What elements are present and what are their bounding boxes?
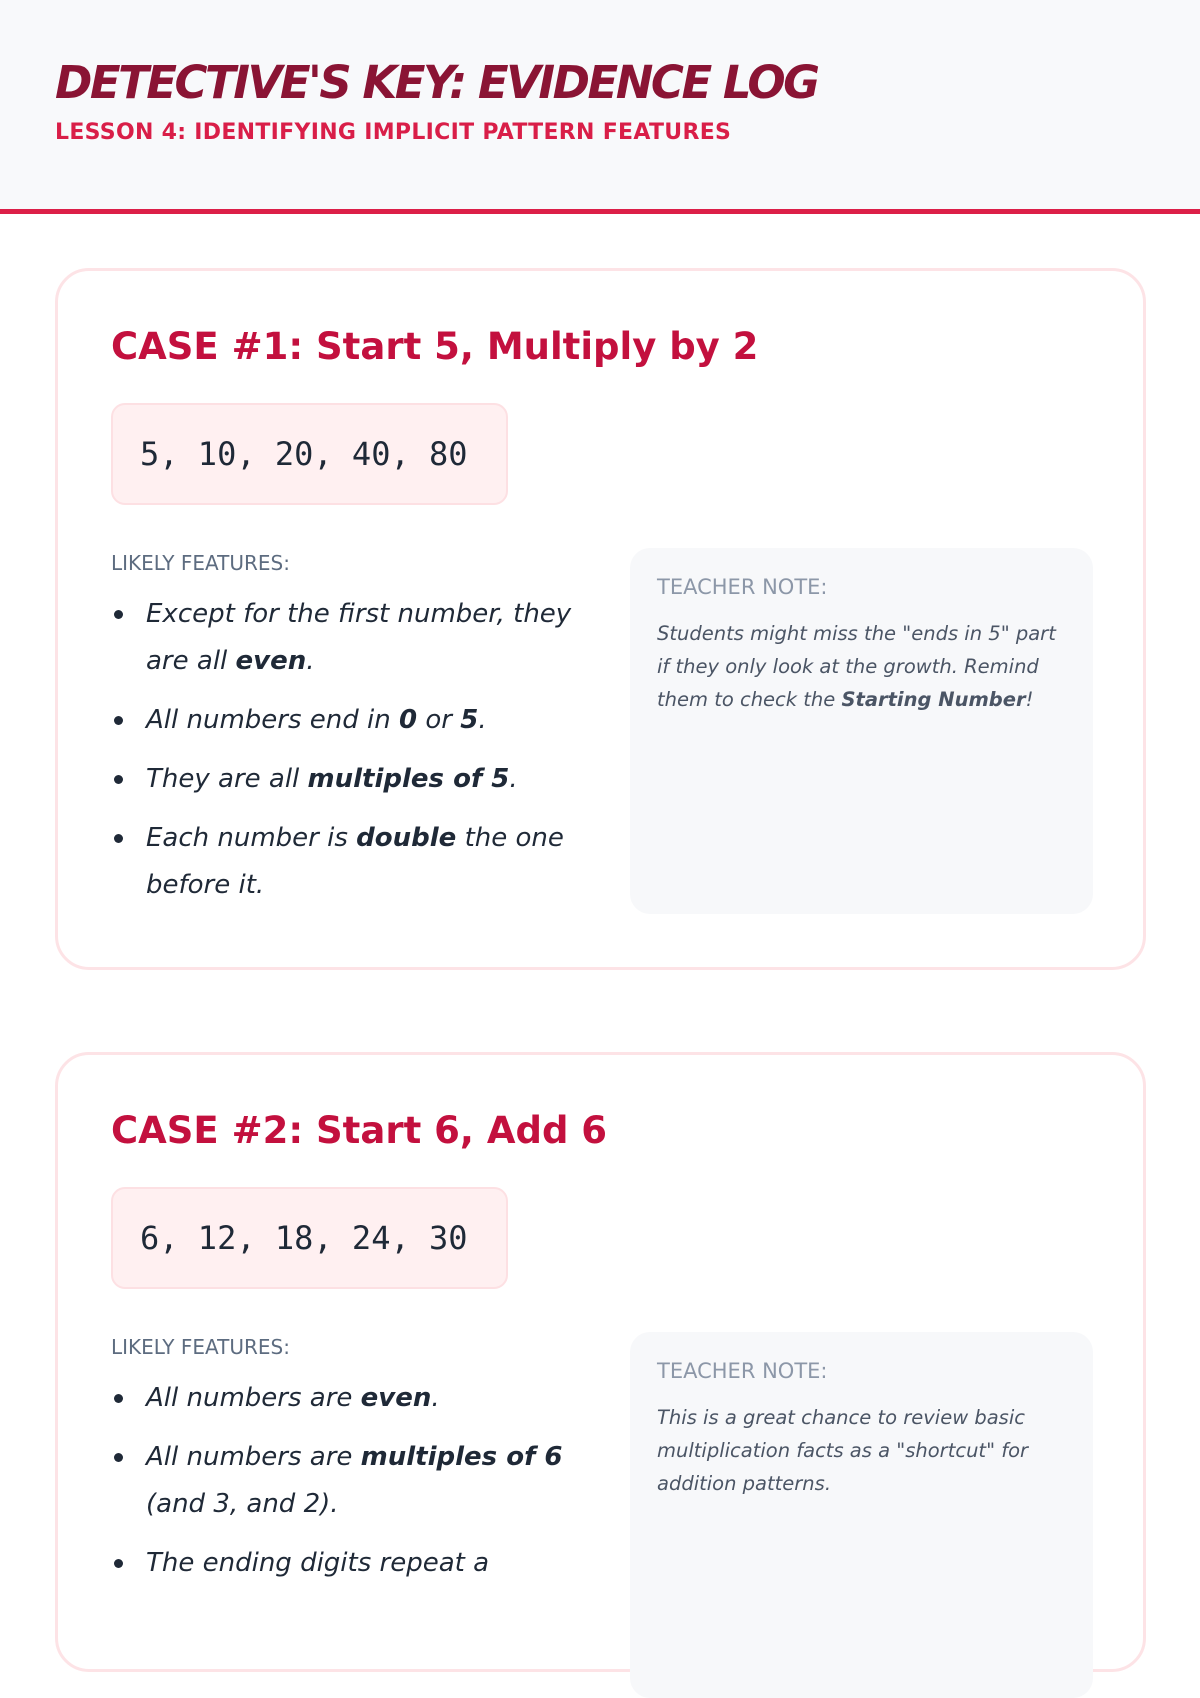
feature-item bbox=[111, 591, 581, 685]
bullet-icon bbox=[114, 1559, 123, 1568]
bullet-icon bbox=[114, 716, 123, 725]
text-run: (and 3, and 2). bbox=[146, 1489, 339, 1519]
emphasis-text: Starting Number bbox=[841, 688, 1026, 711]
text-run: All numbers are bbox=[146, 1383, 361, 1413]
feature-item bbox=[111, 815, 581, 909]
case-card-1 bbox=[55, 268, 1146, 970]
number-sequence: 6, 12, 18, 24, 30 bbox=[111, 1187, 508, 1289]
text-run: All numbers end in bbox=[146, 705, 399, 735]
bullet-icon bbox=[114, 1453, 123, 1462]
teacher-note-text bbox=[657, 1401, 1066, 1500]
text-run: . bbox=[478, 705, 487, 735]
bullet-icon bbox=[114, 610, 123, 619]
features-list bbox=[111, 1375, 581, 1599]
bullet-icon bbox=[114, 1394, 123, 1403]
feature-item bbox=[111, 1434, 581, 1528]
text-run: or bbox=[417, 705, 461, 735]
case-card-2 bbox=[55, 1052, 1146, 1672]
text-run: . bbox=[509, 764, 518, 794]
text-run: Each number is bbox=[146, 823, 357, 853]
text-run: They are all bbox=[146, 764, 308, 794]
teacher-note bbox=[630, 548, 1093, 914]
teacher-note-label: TEACHER NOTE: bbox=[657, 575, 828, 599]
features-list bbox=[111, 591, 581, 921]
emphasis-text: even bbox=[235, 646, 307, 676]
text-run: All numbers are bbox=[146, 1442, 361, 1472]
emphasis-text: 5 bbox=[460, 705, 479, 735]
text-run: ! bbox=[1025, 688, 1034, 711]
case-title: CASE #2: Start 6, Add 6 bbox=[111, 1109, 608, 1152]
feature-item bbox=[111, 697, 581, 744]
text-run: This is a great chance to review basic multiplication facts as a "shortcut" for addition patterns. bbox=[657, 1406, 1029, 1495]
lesson-subtitle: LESSON 4: IDENTIFYING IMPLICIT PATTERN FEATURES bbox=[55, 120, 732, 145]
teacher-note bbox=[630, 1332, 1093, 1698]
text-run: the one before it. bbox=[146, 823, 564, 900]
emphasis-text: double bbox=[356, 823, 457, 853]
emphasis-text: 0 bbox=[399, 705, 418, 735]
number-sequence: 5, 10, 20, 40, 80 bbox=[111, 403, 508, 505]
case-title: CASE #1: Start 5, Multiply by 2 bbox=[111, 325, 759, 368]
page-header bbox=[0, 0, 1200, 214]
feature-item bbox=[111, 1375, 581, 1422]
teacher-note-label: TEACHER NOTE: bbox=[657, 1359, 828, 1383]
emphasis-text: even bbox=[360, 1383, 432, 1413]
features-label: LIKELY FEATURES: bbox=[111, 1335, 290, 1359]
text-run: . bbox=[431, 1383, 440, 1413]
teacher-note-text bbox=[657, 617, 1066, 716]
text-run: The ending digits repeat a bbox=[146, 1548, 490, 1578]
feature-item bbox=[111, 1540, 581, 1587]
page-title: DETECTIVE'S KEY: EVIDENCE LOG bbox=[55, 56, 818, 109]
bullet-icon bbox=[114, 775, 123, 784]
bullet-icon bbox=[114, 834, 123, 843]
text-run: Students might miss the "ends in 5" part if they only look at the growth. Remind them to check the bbox=[657, 622, 1056, 711]
emphasis-text: multiples of 6 bbox=[360, 1442, 563, 1472]
emphasis-text: multiples of 5 bbox=[307, 764, 510, 794]
text-run: . bbox=[306, 646, 315, 676]
text-run: Except for the first number, they are all bbox=[146, 599, 572, 676]
features-label: LIKELY FEATURES: bbox=[111, 551, 290, 575]
feature-item bbox=[111, 756, 581, 803]
